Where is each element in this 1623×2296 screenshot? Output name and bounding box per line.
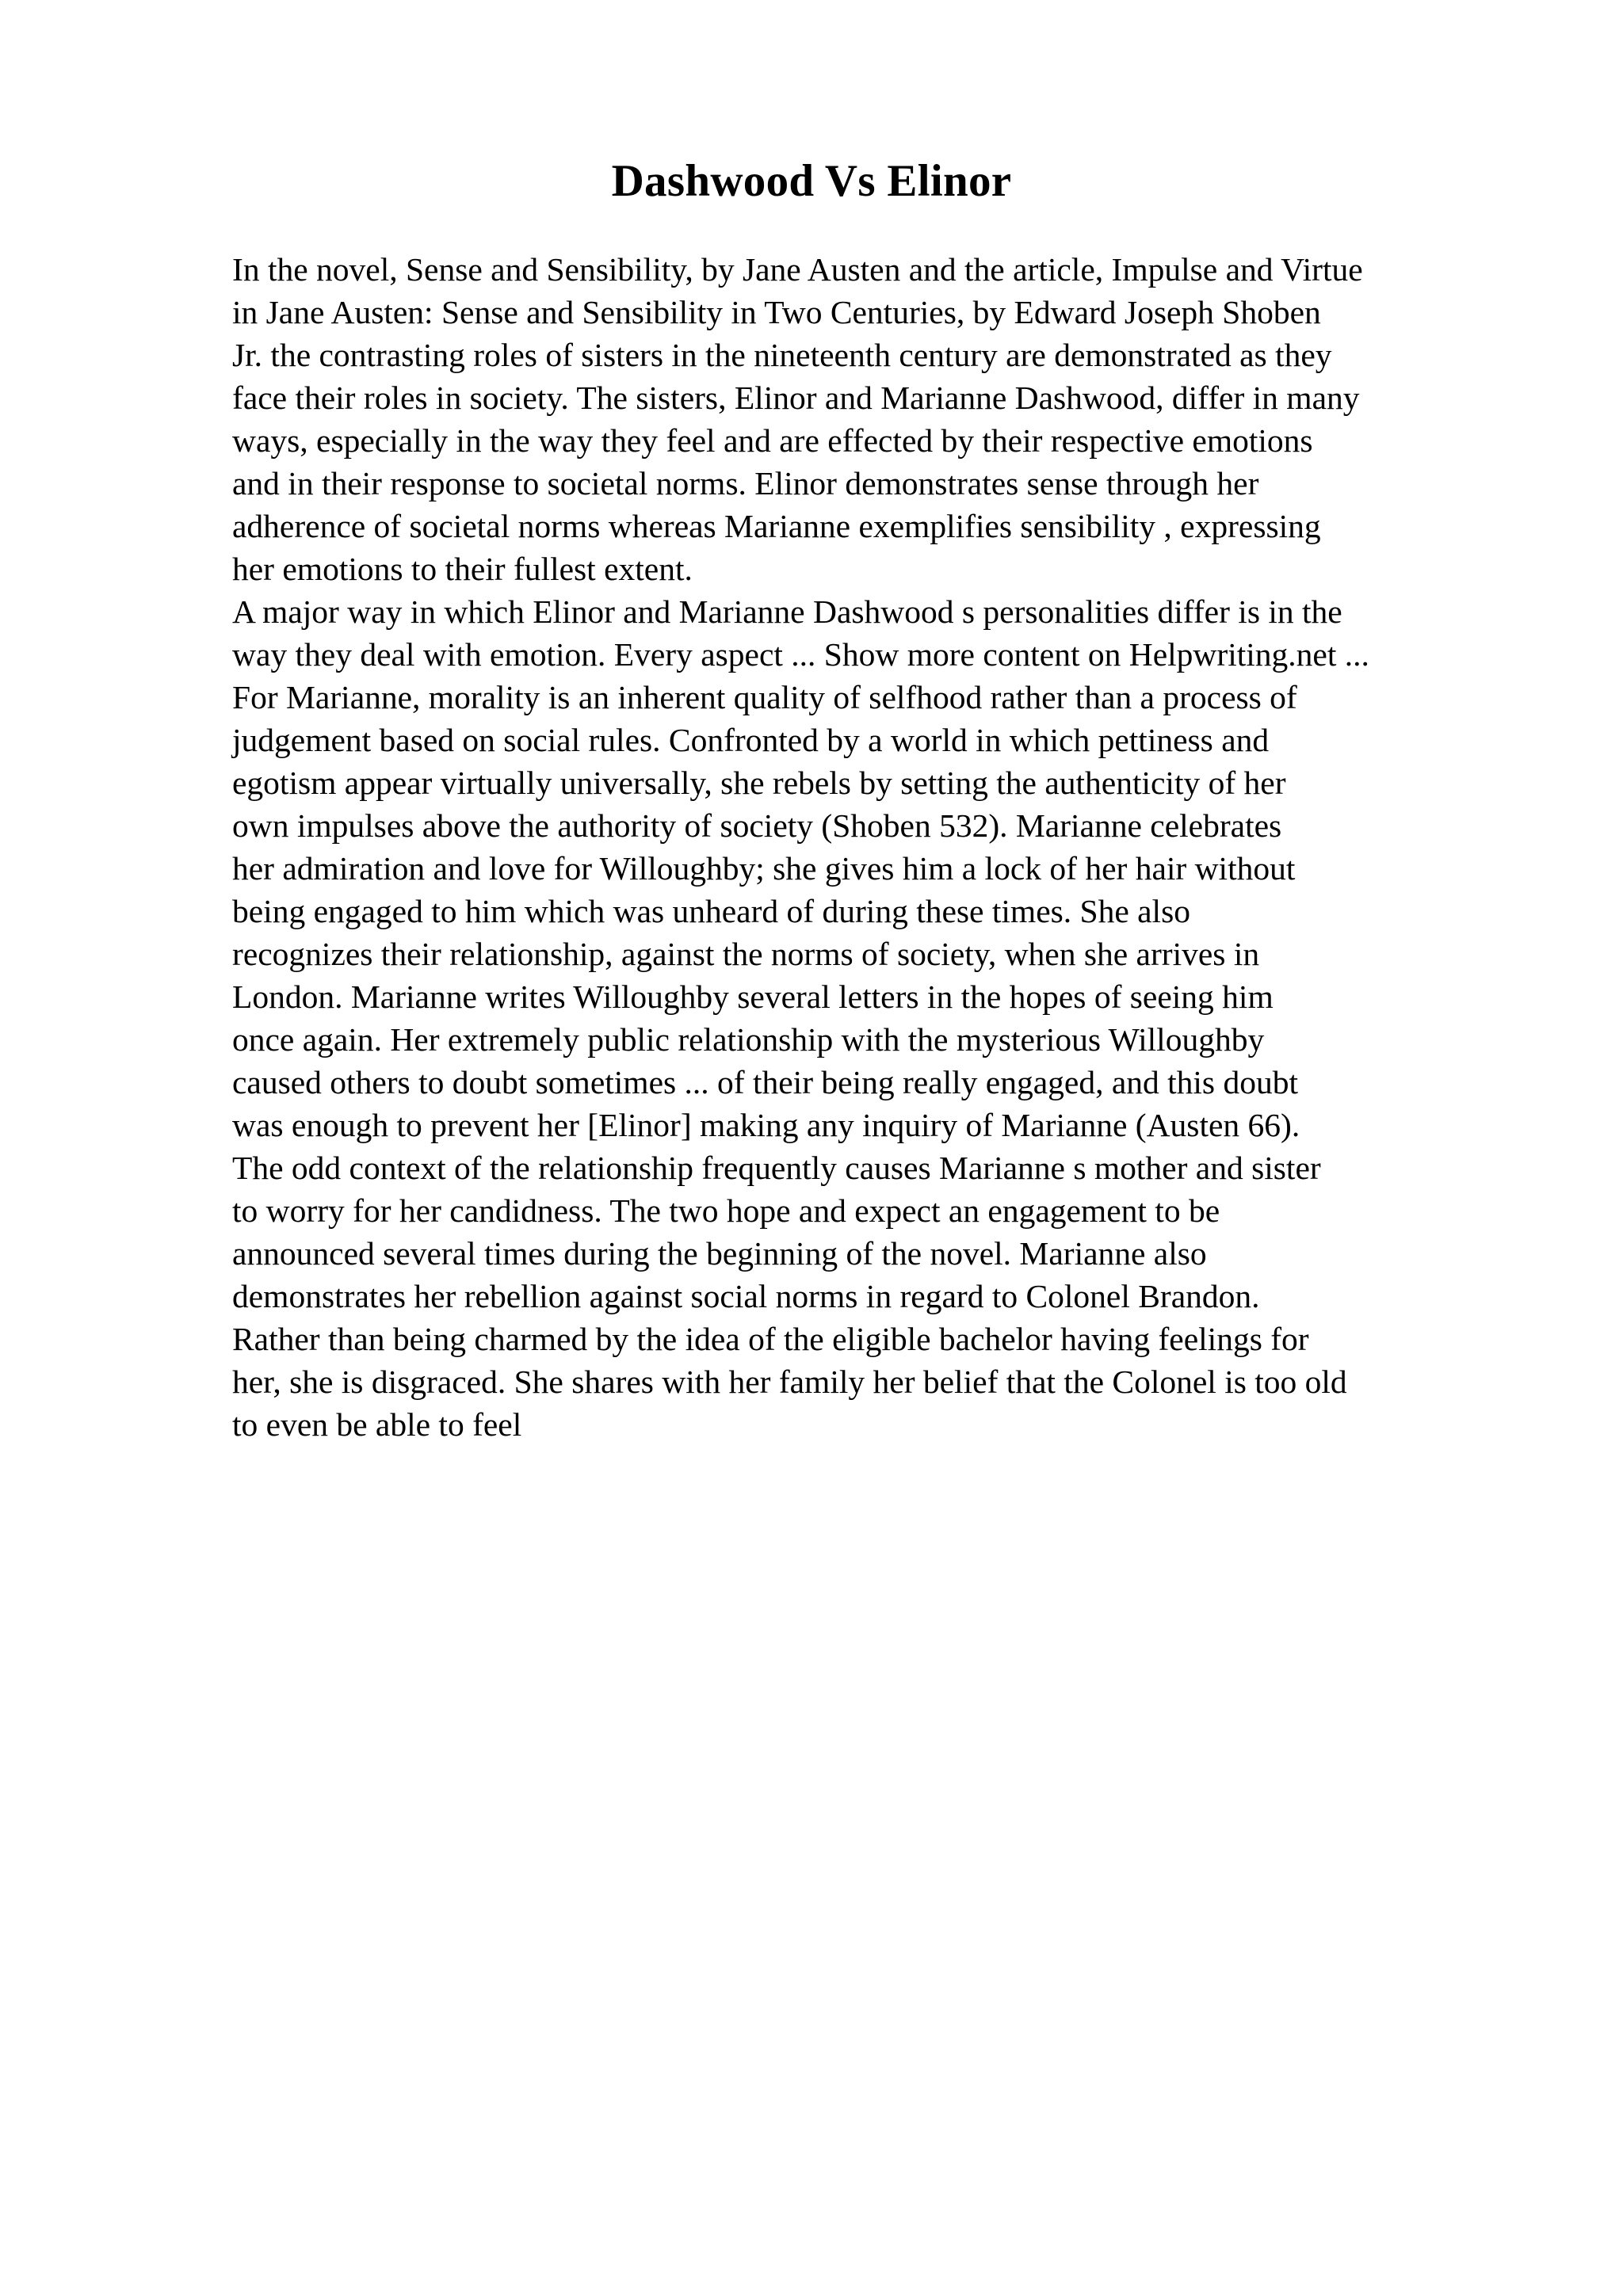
body-line: her admiration and love for Willoughby; she gives him a lock of her hair without bbox=[232, 850, 1296, 887]
body-line: adherence of societal norms whereas Marianne exemplifies sensibility , expressing bbox=[232, 508, 1321, 544]
body-line: to worry for her candidness. The two hope and expect an engagement to be bbox=[232, 1192, 1220, 1229]
document-body bbox=[232, 248, 1548, 1446]
body-line: In the novel, Sense and Sensibility, by Jane Austen and the article, Impulse and Virtue bbox=[232, 251, 1363, 288]
body-line: her emotions to their fullest extent. bbox=[232, 551, 693, 587]
body-line: A major way in which Elinor and Marianne Dashwood s personalities differ is in the bbox=[232, 593, 1342, 630]
body-line: own impulses above the authority of society (Shoben 532). Marianne celebrates bbox=[232, 807, 1282, 844]
body-line: announced several times during the beginning of the novel. Marianne also bbox=[232, 1235, 1207, 1272]
body-line: For Marianne, morality is an inherent quality of selfhood rather than a process of bbox=[232, 679, 1297, 715]
body-line: Jr. the contrasting roles of sisters in the nineteenth century are demonstrated as they bbox=[232, 337, 1332, 373]
body-line: ways, especially in the way they feel and are effected by their respective emotions bbox=[232, 422, 1313, 459]
body-line: once again. Her extremely public relationship with the mysterious Willoughby bbox=[232, 1021, 1265, 1058]
body-line: to even be able to feel bbox=[232, 1406, 522, 1443]
body-line: being engaged to him which was unheard of during these times. She also bbox=[232, 893, 1190, 929]
body-line: in Jane Austen: Sense and Sensibility in Two Centuries, by Edward Joseph Shoben bbox=[232, 294, 1321, 330]
body-line: caused others to doubt sometimes ... of their being really engaged, and this doubt bbox=[232, 1064, 1298, 1100]
body-line: recognizes their relationship, against the norms of society, when she arrives in bbox=[232, 936, 1260, 972]
body-line: demonstrates her rebellion against social norms in regard to Colonel Brandon. bbox=[232, 1278, 1260, 1314]
body-line: way they deal with emotion. Every aspect ... Show more content on Helpwriting.net ... bbox=[232, 636, 1369, 673]
body-line: London. Marianne writes Willoughby several letters in the hopes of seeing him bbox=[232, 978, 1274, 1015]
body-line: The odd context of the relationship frequently causes Marianne s mother and sister bbox=[232, 1150, 1321, 1186]
body-line: judgement based on social rules. Confronted by a world in which pettiness and bbox=[232, 722, 1270, 758]
body-line: her, she is disgraced. She shares with her family her belief that the Colonel is too old bbox=[232, 1363, 1347, 1400]
body-line: and in their response to societal norms. Elinor demonstrates sense through her bbox=[232, 465, 1259, 502]
body-line: Rather than being charmed by the idea of the eligible bachelor having feelings for bbox=[232, 1321, 1309, 1357]
body-line: face their roles in society. The sisters, Elinor and Marianne Dashwood, differ in many bbox=[232, 379, 1360, 416]
body-line: egotism appear virtually universally, she rebels by setting the authenticity of her bbox=[232, 765, 1286, 801]
document-title: Dashwood Vs Elinor bbox=[611, 156, 1012, 206]
body-line: was enough to prevent her [Elinor] making any inquiry of Marianne (Austen 66). bbox=[232, 1107, 1300, 1143]
